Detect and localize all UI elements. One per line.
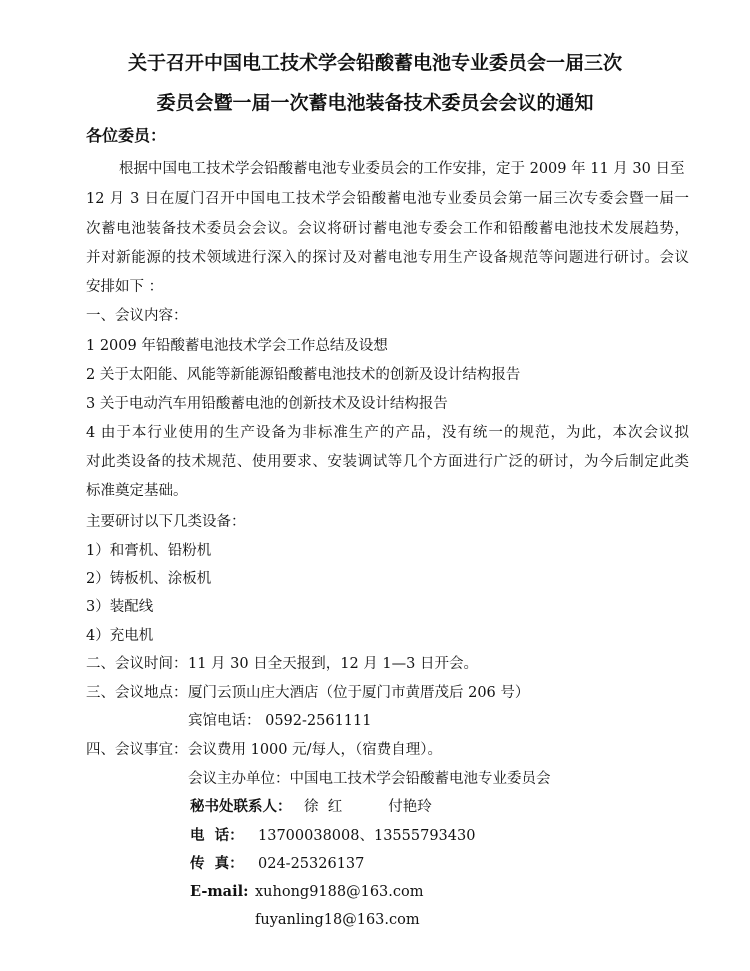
document-title-line-2: 委员会暨一届一次蓄电池装备技术委员会会议的通知	[156, 92, 594, 114]
fax-number: 024-25326137	[258, 856, 365, 872]
agenda-item-1: 1 2009 年铅酸蓄电池技术学会工作总结及设想	[86, 338, 388, 354]
equipment-item-4: 4）充电机	[86, 628, 154, 644]
intro-line-1: 根据中国电工技术学会铅酸蓄电池专业委员会的工作安排，定于 2009 年 11 月 30 日至	[119, 161, 685, 177]
tel-numbers: 13700038008、13555793430	[258, 828, 476, 844]
agenda-item-4-line-1: 4 由于本行业使用的生产设备为非标准生产的产品，没有统一的规范，为此，本次会议拟	[86, 425, 689, 441]
agenda-item-4-line-3: 标准奠定基础。	[86, 483, 188, 499]
organizer: 会议主办单位：中国电工技术学会铅酸蓄电池专业委员会	[188, 771, 551, 787]
agenda-item-3: 3 关于电动汽车用铅酸蓄电池的创新技术及设计结构报告	[86, 396, 448, 412]
section-3-heading: 三、会议地点：	[86, 685, 188, 701]
agenda-item-2: 2 关于太阳能、风能等新能源铅酸蓄电池技术的创新及设计结构报告	[86, 367, 521, 383]
tel-label: 电 话：	[190, 828, 244, 844]
fax-label: 传 真：	[190, 856, 244, 872]
agenda-item-4-line-2: 对此类设备的技术规范、使用要求、安装调试等几个方面进行广泛的研讨，为今后制定此类	[86, 454, 689, 470]
equipment-item-2: 2）铸板机、涂板机	[86, 571, 212, 587]
intro-line-2: 12 月 3 日在厦门召开中国电工技术学会铅酸蓄电池专业委员会第一届三次专委会暨一届一	[86, 191, 689, 207]
document-title-line-1: 关于召开中国电工技术学会铅酸蓄电池专业委员会一届三次	[127, 52, 622, 74]
section-4-heading: 四、会议事宜：	[86, 742, 188, 758]
email-address-1: xuhong9188@163.com	[255, 884, 424, 900]
equipment-item-1: 1）和膏机、铅粉机	[86, 543, 212, 559]
section-1-heading: 一、会议内容：	[86, 308, 188, 324]
equipment-item-3: 3）装配线	[86, 599, 154, 615]
meeting-time: 11 月 30 日全天报到，12 月 1—3 日开会。	[188, 656, 478, 672]
email-label: E-mail:	[190, 883, 249, 900]
intro-line-4: 并对新能源的技术领域进行深入的探讨及对蓄电池专用生产设备规范等问题进行研讨。会议	[86, 250, 689, 266]
section-2-heading: 二、会议时间：	[86, 656, 188, 672]
intro-line-3: 次蓄电池装备技术委员会会议。会议将研讨蓄电池专委会工作和铅酸蓄电池技术发展趋势，	[86, 221, 689, 237]
hotel-phone: 宾馆电话： 0592-2561111	[188, 713, 372, 729]
email-address-2: fuyanling18@163.com	[255, 912, 420, 928]
meeting-location: 厦门云顶山庄大酒店（位于厦门市黄厝茂后 206 号）	[188, 685, 530, 701]
contact-label: 秘书处联系人：	[190, 799, 292, 815]
meeting-fee: 会议费用 1000 元/每人，（宿费自理）。	[188, 742, 443, 758]
equipment-intro: 主要研讨以下几类设备：	[86, 514, 246, 530]
intro-line-5: 安排如下 ：	[86, 279, 164, 295]
contact-names: 徐 红 付艳玲	[304, 799, 432, 815]
greeting: 各位委员：	[86, 126, 167, 145]
